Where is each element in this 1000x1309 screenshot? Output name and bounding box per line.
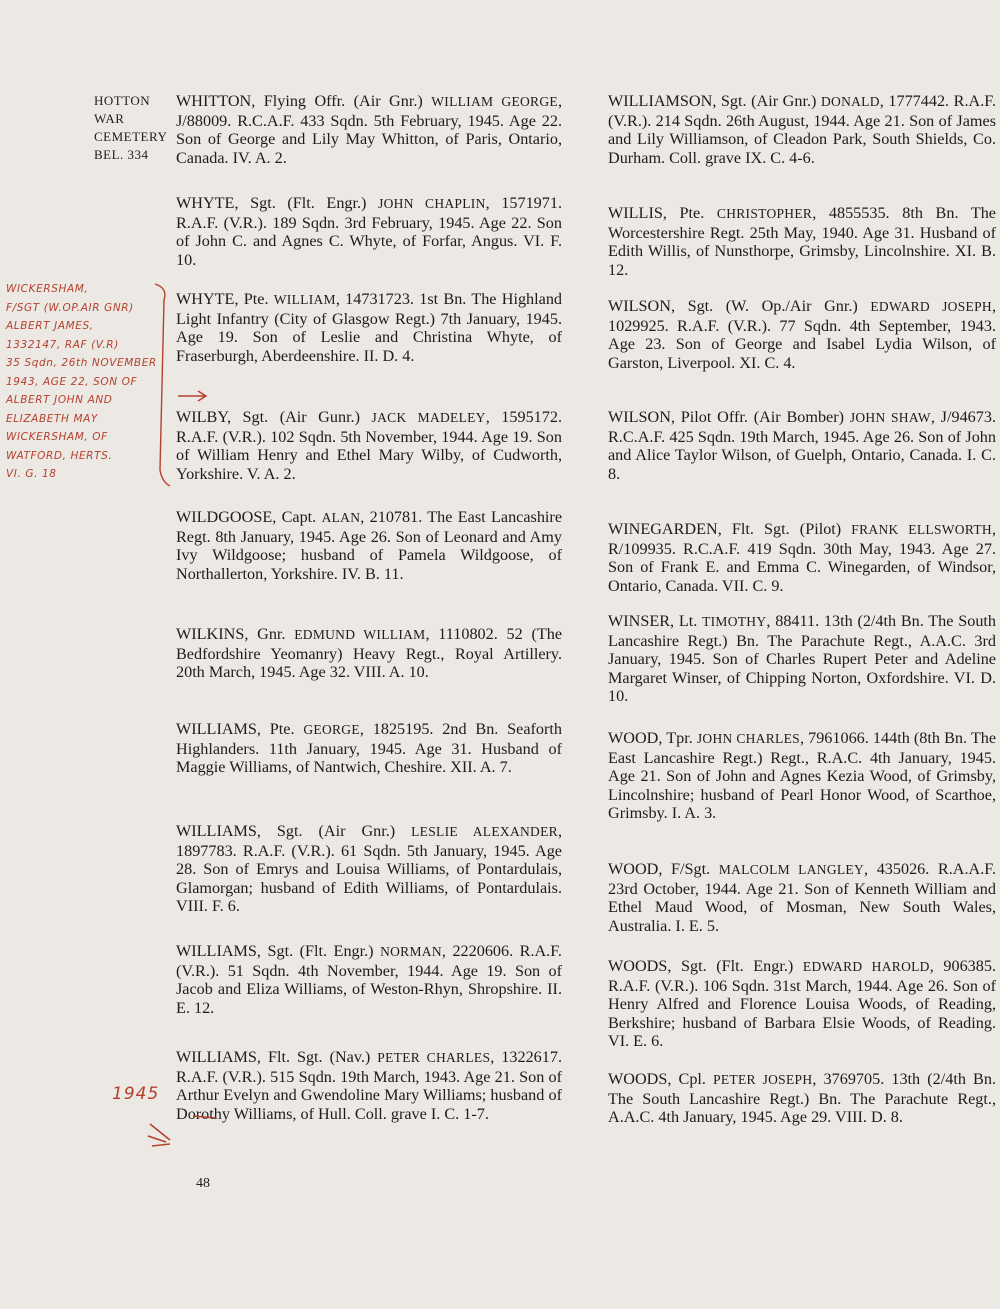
handwritten-year-correction: 1945 [112, 1084, 160, 1104]
casualty-rank: , Pilot Offr. (Air Bomber) [670, 408, 850, 426]
cemetery-line: WAR [94, 111, 125, 126]
casualty-forenames: JOHN CHAPLIN [378, 196, 486, 211]
casualty-details: , 14731723. 1st Bn. The Highland Light Infantry (City of Glasgow Regt.) 7th January, 1945. Age 19. Son of Leslie and Christina Whyte, of Fraserburgh, Aberdeenshire. II. D. 4. [176, 290, 563, 365]
casualty-forenames: ALAN [321, 510, 361, 525]
casualty-surname: WILSON [608, 297, 671, 315]
casualty-rank: , Sgt. (Flt. Engr.) [234, 194, 379, 212]
handwritten-line: F/SGT (W.OP.AIR GNR) [6, 301, 134, 314]
casualty-forenames: PETER CHARLES [377, 1050, 491, 1065]
casualty-rank: , Sgt. (Air Gnr.) [256, 822, 412, 840]
casualty-surname: WILLIAMS [176, 1048, 257, 1066]
casualty-details: , 88411. 13th (2/4th Bn. The South Lancashire Regt.) Bn. The Parachute Regt., A.A.C. 3rd January, 1945. Son of Charles Rupert Peter and Adeline Margaret Winser, of Chipping Norton, Oxfordshire. VI. D. 10. [608, 612, 996, 706]
casualty-surname: WOOD [608, 860, 659, 878]
casualty-forenames: NORMAN [380, 944, 442, 959]
handwritten-line: VI. G. 18 [6, 468, 57, 480]
handwritten-line: WATFORD, HERTS. [6, 449, 113, 462]
handwritten-line: 35 Sqdn, 26th NOVEMBER [6, 357, 157, 369]
casualty-forenames: CHRISTOPHER [716, 206, 813, 221]
casualty-rank: , Flt. Sgt. (Pilot) [717, 520, 852, 538]
casualty-surname: WHYTE [176, 194, 235, 212]
casualty-forenames: EDWARD JOSEPH [870, 299, 992, 314]
casualty-forenames: WILLIAM GEORGE [431, 94, 558, 109]
annotation-bracket [155, 284, 170, 486]
casualty-surname: WILBY [176, 408, 227, 426]
casualty-details: , 7961066. 144th (8th Bn. The East Lancashire Regt.) Regt., R.A.C. 4th January, 1945. Age 21. Son of John and Agnes Kezia Wood, of Grimsby, Lincolnshire; husband of Pearl Honor Wood, of Scarthoe, Grimsby. I. A. 3. [608, 729, 997, 823]
casualty-details: , 1029925. R.A.F. (V.R.). 77 Sqdn. 4th September, 1943. Age 23. Son of George and Isabel Lydia Wilson, of Garston, Liverpool. XI. C. 4. [608, 297, 996, 372]
casualty-surname: WILSON [608, 408, 671, 426]
cemetery-line: CEMETERY [94, 129, 168, 144]
casualty-surname: WHITTON [176, 92, 252, 110]
casualty-forenames: JOHN SHAW [849, 410, 931, 425]
casualty-details: , 1777442. R.A.F. (V.R.). 214 Sqdn. 26th August, 1944. Age 21. Son of James and Lily Williamson, of Cleadon Park, South Shields, Co. Durham. Coll. grave IX. C. 4-6. [608, 92, 996, 167]
casualty-details: , 1825195. 2nd Bn. Seaforth Highlanders. 11th January, 1945. Age 31. Husband of Maggie Williams, of Nantwich, Cheshire. XII. A. 7. [176, 720, 563, 777]
casualty-details: , 1897783. R.A.F. (V.R.). 61 Sqdn. 5th January, 1945. Age 28. Son of Emrys and Louisa Williams, of Pontardulais, Glamorgan; husband of Edith Williams, of Pontardulais. VIII. F. 6. [176, 822, 562, 916]
casualty-rank: , Gnr. [244, 625, 295, 643]
casualty-forenames: GEORGE [303, 722, 360, 737]
handwritten-line: 1943, AGE 22, SON OF [6, 375, 138, 388]
casualty-details: , J/94673. R.C.A.F. 425 Sqdn. 19th March, 1945. Age 26. Son of John and Alice Taylor Wilson, of Guelph, Ontario, Canada. I. C. 8. [608, 408, 996, 483]
casualty-forenames: JOHN CHARLES [696, 731, 800, 746]
casualty-rank: , Cpl. [667, 1070, 714, 1088]
casualty-rank: , Flt. Sgt. (Nav.) [256, 1048, 378, 1066]
casualty-forenames: MALCOLM LANGLEY [718, 862, 865, 877]
casualty-details: , 1595172. R.A.F. (V.R.). 102 Sqdn. 5th November, 1944. Age 19. Son of William Henry and Ethel Mary Wilby, of Cudworth, Yorkshire. V. A. 2. [176, 408, 563, 483]
casualty-surname: WINSER [608, 612, 671, 630]
casualty-surname: WOODS [608, 957, 668, 975]
casualty-details: , J/88009. R.C.A.F. 433 Sqdn. 5th February, 1945. Age 22. Son of George and Lily May Whitton, of Paris, Ontario, Canada. IV. A. 2. [176, 92, 562, 167]
casualty-details: , R/109935. R.C.A.F. 419 Sqdn. 30th May, 1943. Age 27. Son of Frank E. and Emma C. Winegarden, of Windsor, Ontario, Canada. VII. C. 9. [608, 520, 996, 595]
casualty-forenames: EDMUND WILLIAM [294, 627, 426, 642]
casualty-surname: WOODS [608, 1070, 668, 1088]
casualty-details: , 435026. R.A.A.F. 23rd October, 1944. Age 21. Son of Kenneth William and Ethel Maud Wood, of Mosman, New South Wales, Australia. I. E. 5. [608, 860, 996, 935]
cemetery-line: HOTTON [94, 93, 151, 108]
casualty-surname: WINEGARDEN [608, 520, 718, 538]
casualty-details: , 1110802. 52 (The Bedfordshire Yeomanry) Heavy Regt., Royal Artillery. 20th March, 1945. Age 32. VIII. A. 10. [176, 625, 563, 682]
casualty-details: , 1322617. R.A.F. (V.R.). 515 Sqdn. 19th March, 1943. Age 21. Son of Arthur Evelyn and Gwendoline Mary Williams; husband of Dorothy Williams, of Hull. Coll. grave I. C. 1-7. [176, 1048, 562, 1123]
casualty-forenames: FRANK ELLSWORTH [851, 522, 992, 537]
casualty-rank: , Sgt. (Flt. Engr.) [256, 942, 381, 960]
handwritten-line: WICKERSHAM, OF [6, 431, 108, 443]
casualty-rank: , Sgt. (W. Op./Air Gnr.) [670, 297, 871, 315]
casualty-details: , 210781. The East Lancashire Regt. 8th January, 1945. Age 26. Son of Leonard and Amy Ivy Wildgoose; husband of Pamela Wildgoose, of Northallerton, Yorkshire. IV. B. 11. [176, 508, 563, 583]
casualty-forenames: JACK MADELEY [371, 410, 486, 425]
casualty-details: , 4855535. 8th Bn. The Worcestershire Regt. 25th May, 1940. Age 31. Husband of Edith Willis, of Nunsthorpe, Grimsby, Lincolnshire. XI. B. 12. [608, 204, 996, 279]
casualty-rank: , Lt. [670, 612, 703, 630]
casualty-forenames: WILLIAM [273, 292, 336, 307]
handwritten-line: ELIZABETH MAY [6, 412, 98, 425]
annotation-arrow [178, 391, 206, 401]
cemetery-line: BEL. 334 [94, 147, 149, 162]
casualty-rank: , Pte. [662, 204, 717, 222]
handwritten-arrow-mark [148, 1124, 170, 1146]
casualty-details: , 2220606. R.A.F. (V.R.). 51 Sqdn. 4th November, 1944. Age 19. Son of Jacob and Eliza Williams, of Weston-Rhyn, Shropshire. II. E. 12. [176, 942, 562, 1017]
casualty-surname: WILKINS [176, 625, 245, 643]
casualty-surname: WILLIAMS [176, 822, 257, 840]
casualty-surname: WHYTE [176, 290, 235, 308]
casualty-surname: WILLIAMS [176, 720, 257, 738]
handwritten-line: ALBERT JOHN AND [6, 394, 113, 406]
strikethrough-mark [193, 1116, 216, 1118]
casualty-details: , 3769705. 13th (2/4th Bn. The South Lancashire Regt.) Bn. The Parachute Regt., A.A.C. 4th January, 1945. Age 29. VIII. D. 8. [608, 1070, 996, 1127]
casualty-forenames: PETER JOSEPH [713, 1072, 813, 1087]
casualty-surname: WILLIAMSON [608, 92, 713, 110]
casualty-surname: WILDGOOSE [176, 508, 273, 526]
casualty-rank: , Tpr. [658, 729, 697, 747]
page-number: 48 [196, 1176, 210, 1191]
casualty-rank: , Capt. [272, 508, 322, 526]
casualty-surname: WILLIS [608, 204, 663, 222]
handwritten-line: WICKERSHAM, [6, 283, 89, 295]
casualty-surname: WOOD [608, 729, 659, 747]
casualty-rank: , Pte. [256, 720, 304, 738]
casualty-forenames: EDWARD HAROLD [802, 959, 930, 974]
casualty-forenames: LESLIE ALEXANDER [411, 824, 558, 839]
casualty-forenames: TIMOTHY [702, 614, 767, 629]
casualty-rank: , Flying Offr. (Air Gnr.) [251, 92, 432, 110]
casualty-rank: , Sgt. (Air Gunr.) [226, 408, 372, 426]
casualty-surname: WILLIAMS [176, 942, 257, 960]
handwritten-line: 1332147, RAF (V.R) [6, 338, 119, 351]
casualty-rank: , Sgt. (Air Gnr.) [712, 92, 821, 110]
casualty-forenames: DONALD [820, 94, 880, 109]
casualty-rank: , Pte. [234, 290, 274, 308]
casualty-details: , 1571971. R.A.F. (V.R.). 189 Sqdn. 3rd February, 1945. Age 22. Son of John C. and Agnes C. Whyte, of Forfar, Angus. VI. F. 10. [176, 194, 562, 269]
casualty-rank: , F/Sgt. [658, 860, 719, 878]
casualty-rank: , Sgt. (Flt. Engr.) [667, 957, 803, 975]
handwritten-line: ALBERT JAMES, [6, 320, 94, 332]
casualty-details: , 906385. R.A.F. (V.R.). 106 Sqdn. 31st March, 1944. Age 26. Son of Henry Alfred and Florence Louisa Woods, of Reading, Berkshire; husband of Barbara Elsie Woods, of Reading. VI. E. 6. [608, 957, 996, 1051]
